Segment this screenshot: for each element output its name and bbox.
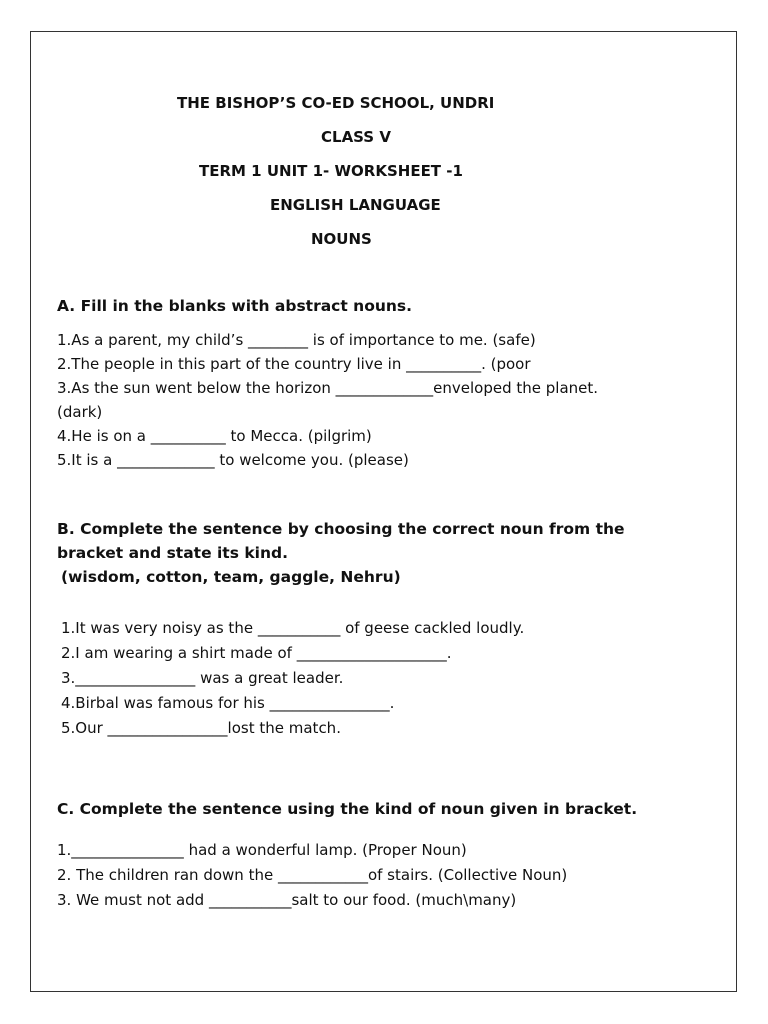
section-c-line-1: 1._______________ had a wonderful lamp. (Proper Noun) <box>57 841 467 859</box>
section-a-line-4: 4.He is on a __________ to Mecca. (pilgrim) <box>57 427 372 445</box>
section-b-line-3: 3.________________ was a great leader. <box>61 669 344 687</box>
school-name: THE BISHOP’S CO-ED SCHOOL, UNDRI <box>177 94 495 112</box>
class-label: CLASS V <box>321 128 391 146</box>
section-a-line-3: 3.As the sun went below the horizon _____________enveloped the planet. <box>57 379 599 397</box>
topic-label: NOUNS <box>311 230 372 248</box>
section-b-heading-line-2: bracket and state its kind. <box>57 544 288 562</box>
section-a-heading: A. Fill in the blanks with abstract nouns. <box>57 297 413 315</box>
section-a-line-3-cont: (dark) <box>57 403 103 421</box>
section-c-line-2: 2. The children ran down the ____________of stairs. (Collective Noun) <box>57 866 568 884</box>
section-a-line-2: 2.The people in this part of the country live in __________. (poor <box>57 355 531 373</box>
worksheet-title: TERM 1 UNIT 1- WORKSHEET -1 <box>199 162 463 180</box>
section-a-line-1: 1.As a parent, my child’s ________ is of importance to me. (safe) <box>57 331 536 349</box>
section-b-line-4: 4.Birbal was famous for his ________________. <box>61 694 395 712</box>
section-b-line-1: 1.It was very noisy as the ___________ of geese cackled loudly. <box>61 619 525 637</box>
section-b-line-5: 5.Our ________________lost the match. <box>61 719 341 737</box>
section-b-heading-line-1: B. Complete the sentence by choosing the correct noun from the <box>57 520 625 538</box>
section-b-line-2: 2.I am wearing a shirt made of ____________________. <box>61 644 452 662</box>
section-b-options: (wisdom, cotton, team, gaggle, Nehru) <box>61 568 401 586</box>
subject-label: ENGLISH LANGUAGE <box>270 196 441 214</box>
section-a-line-5: 5.It is a _____________ to welcome you. (please) <box>57 451 409 469</box>
section-c-line-3: 3. We must not add ___________salt to our food. (much\many) <box>57 891 517 909</box>
section-c-heading: C. Complete the sentence using the kind of noun given in bracket. <box>57 800 638 818</box>
